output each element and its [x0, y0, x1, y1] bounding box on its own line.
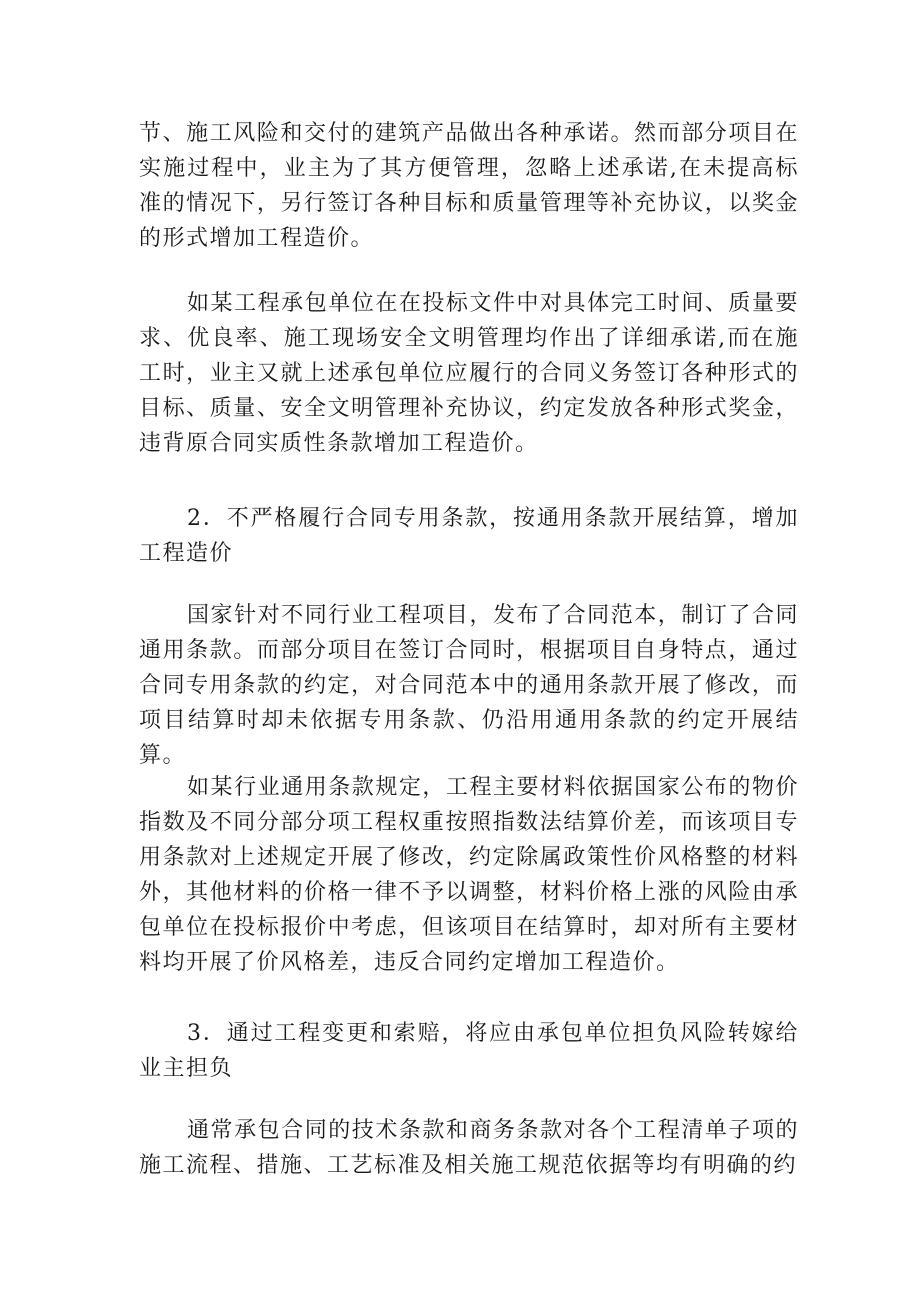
paragraph-example-price-index: 如某行业通用条款规定，工程主要材料依据国家公布的物价指数及不同分部分项工程权重按照指数法结算价差，而该项目专用条款对上述规定开展了修改，约定除属政策性价风格整的材料外，其他材料的价格一律不予以调整，材料价格上涨的风险由承包单位在投标报价中考虑，但该项目在结算时，却对所有主要材料均开展了价风格差，违反合同约定增加工程造价。: [139, 775, 799, 975]
paragraph-example-bonus: 如某工程承包单位在在投标文件中对具体完工时间、质量要求、优良率、施工现场安全文明管理均作出了详细承诺,而在施工时，业主又就上述承包单位应履行的合同义务签订各种形式的目标、质量、安全文明管理补充协议，约定发放各种形式奖金，违背原合同实质性条款增加工程造价。: [139, 291, 799, 456]
paragraph-technical-terms: 通常承包合同的技术条款和商务条款对各个工程清单子项的施工流程、措施、工艺标准及相关施工规范依据等均有明确的约: [139, 1118, 799, 1178]
paragraph-contract-template: 国家针对不同行业工程项目，发布了合同范本，制订了合同通用条款。而部分项目在签订合同时，根据项目自身特点，通过合同专用条款的约定，对合同范本中的通用条款开展了修改，而项目结算时却未依据专用条款、仍沿用通用条款的约定开展结算。: [139, 603, 799, 768]
paragraph-continuation: 节、施工风险和交付的建筑产品做出各种承诺。然而部分项目在实施过程中，业主为了其方便管理，忽略上述承诺,在未提高标准的情况下，另行签订各种目标和质量管理等补充协议，以奖金的形式增加工程造价。: [139, 121, 799, 251]
section-heading-3: 3．通过工程变更和索赔，将应由承包单位担负风险转嫁给业主担负: [139, 1021, 799, 1081]
section-heading-2: 2．不严格履行合同专用条款，按通用条款开展结算，增加工程造价: [139, 506, 799, 566]
